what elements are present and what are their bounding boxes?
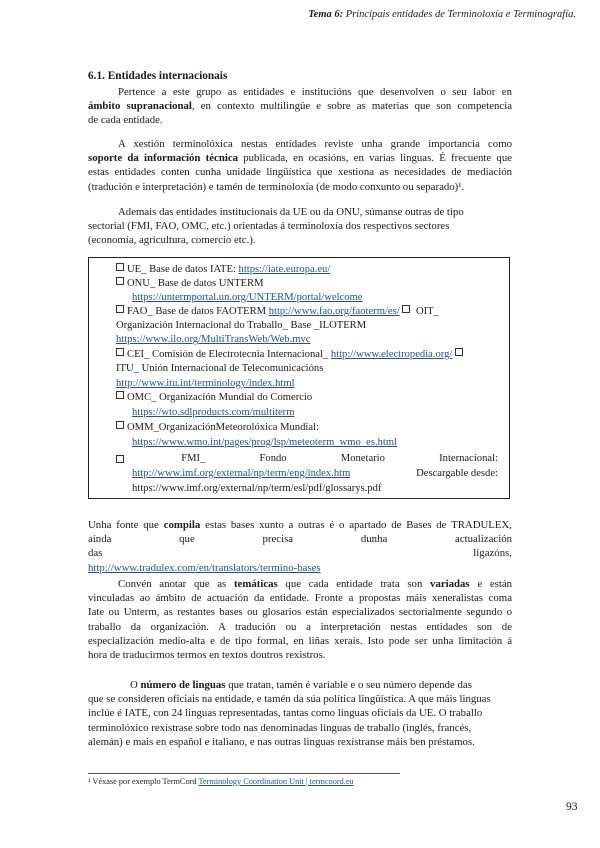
checkbox-icon	[402, 305, 410, 313]
paragraph-3	[88, 205, 512, 248]
wto-link[interactable]: https://wto.sdlproducts.com/multiterm	[132, 407, 295, 418]
box-line-iate	[116, 263, 496, 276]
page-number: 93	[566, 801, 578, 813]
box-line-iloterm-link	[116, 333, 496, 346]
itu-label: ITU_ Unión Internacional de Telecomunicacións	[116, 363, 324, 374]
checkbox-icon	[116, 277, 124, 285]
p5-text-b: que cada entidade trata son	[277, 578, 431, 590]
faoterm-link[interactable]: http://www.fao.org/faoterm/es/	[268, 306, 400, 317]
iate-label: UE_ Base de datos IATE:	[127, 264, 239, 275]
p2-line-4: (tradución e interpretación) e tamén de terminoloxía (de modo conxunto ou separado)¹.	[88, 180, 465, 193]
iloterm-link[interactable]: https://www.ilo.org/MultiTransWeb/Web.mvc	[116, 334, 311, 345]
checkbox-icon	[116, 421, 124, 429]
cei-label: CEI_ Comisión de Electrotecnia Internacional_	[127, 349, 331, 360]
running-header	[308, 9, 576, 20]
p1-line-1: Pertence a este grupo as entidades e institucións que desenvolven o seu labor en	[118, 86, 512, 98]
faoterm-label: FAO_ Base de datos FAOTERM	[127, 306, 269, 317]
box-line-itu	[116, 362, 496, 375]
p6-line-5: alemán) e mais en español e italiano, e nas outras linguas rexístranse máis ben préstamos.	[88, 735, 475, 748]
iloterm-label: Organización Internacional do Traballo_ Base _ILOTERM	[116, 320, 367, 331]
checkbox-icon	[116, 391, 124, 399]
p6-text-a: O	[130, 679, 141, 691]
box-line-unterm	[116, 277, 496, 290]
paragraph-1	[88, 85, 512, 128]
box-line-omm-link	[132, 436, 512, 449]
paragraph-6	[88, 678, 512, 749]
box-line-omm	[116, 421, 496, 434]
p2-bold-term: soporte da información técnica	[88, 152, 239, 165]
footnote-text: ¹ Véxase por exemplo TermCord	[88, 777, 199, 786]
p5-text-a: Convén anotar que as	[118, 578, 234, 590]
checkbox-icon	[116, 455, 124, 463]
p6-line-3: inclúe é IATE, con 24 linguas representadas, tantas como linguas oficiais da UE. O traballo	[88, 707, 483, 720]
footnote	[88, 777, 354, 786]
box-line-fmi-link	[132, 467, 498, 480]
termcoord-link[interactable]: Terminology Coordination Unit | termcoord.eu	[198, 777, 354, 786]
paragraph-5	[88, 577, 512, 662]
p4-line-1	[88, 518, 512, 532]
fmi-word-4: Internacional:	[439, 453, 498, 464]
p5-line-4: traballo da organización. A tradución ou a interpretación nestas entidades son de	[88, 620, 512, 633]
p2-line-3: estas entidades conten cunha unidade lingüística que xestiona as necesidades de mediación	[88, 166, 512, 179]
p6-line-1	[88, 678, 512, 692]
p5-line-3: Iate ou Unterm, as restantes bases ou glosarios están especializados sectorialmente segundo o	[88, 606, 512, 619]
box-line-itu-link	[116, 377, 496, 390]
p6-text-b: que tratan, tamén é variable e o seu número depende das	[225, 679, 472, 691]
unterm-link[interactable]: https://untermportal.un.org/UNTERM/portal/welcome	[132, 292, 363, 303]
p6-bold: número de linguas	[140, 679, 226, 691]
download-label: Descargable desde:	[416, 468, 498, 479]
imf-term-link[interactable]: http://www.imf.org/external/np/term/eng/index.htm	[132, 468, 351, 479]
p2-line-2	[88, 151, 512, 165]
paragraph-4	[88, 518, 512, 575]
wmo-link[interactable]: https://www.wmo.int/pages/prog/lsp/meteoterm_wmo_es.html	[132, 437, 398, 448]
checkbox-icon	[116, 348, 124, 356]
oit-label: OIT_	[413, 306, 439, 317]
p5-bold-1: temáticas	[233, 578, 278, 590]
box-line-iloterm	[116, 319, 496, 332]
p5-line-1	[88, 577, 512, 591]
p2-line-1: A xestión terminolóxica nestas entidades reviste unha grande importancia como	[118, 138, 512, 150]
p4-bold: compila	[163, 519, 201, 531]
checkbox-icon	[116, 263, 124, 271]
p2-line-2-rest: publicada, en ocasións, en varias linguas. É frecuente que	[238, 152, 513, 165]
box-line-faoterm	[116, 305, 496, 318]
tradulex-link[interactable]: http://www.tradulex.com/en/translators/termino-bases	[88, 561, 321, 574]
box-line-omc	[116, 391, 496, 404]
p5-line-2: vinculadas ao ámbito de actuación da entidade. Fronte a propostas máis xeneralistas coma	[88, 592, 512, 605]
footnote-divider	[88, 773, 400, 774]
fmi-word-2: Fondo	[259, 453, 287, 464]
paragraph-2	[88, 137, 512, 194]
omc-label: OMC_ Organización Mundial do Comercio	[127, 392, 313, 403]
box-line-unterm-link	[132, 291, 512, 304]
box-line-fmi	[116, 452, 498, 465]
fmi-word-1: FMI_	[181, 453, 206, 464]
p5-text-c: e están	[469, 578, 513, 590]
p3-line-1: Ademais das entidades institucionais da UE ou da ONU, súmanse outras de tipo	[118, 206, 464, 218]
box-line-fmi-pdf	[132, 482, 512, 495]
p3-line-3: (economía, agricultura, comercio etc.).	[88, 234, 256, 247]
p3-line-2: sectorial (FMI, FAO, OMC, etc.) orientadas á terminoloxía dos respectivos sectores	[88, 220, 450, 233]
header-tema-label: Tema 6:	[308, 9, 344, 20]
p4-line-2: aínda que precisa dunha actualización das ligazóns,	[88, 533, 512, 560]
checkbox-icon	[455, 348, 463, 356]
p1-line-2	[88, 99, 512, 113]
p5-line-6: hora de traducirmos termos en textos doutros rexistros.	[88, 649, 326, 662]
p4-text-b: estas bases xunto a outras é o apartado de Bases de TRADULEX,	[200, 519, 512, 531]
itu-link[interactable]: http://www.itu.int/terminology/index.html	[116, 378, 295, 389]
box-line-cei	[116, 348, 496, 361]
header-tema-title: Principais entidades de Terminoloxía e Terminografía.	[345, 9, 576, 20]
imf-pdf-url: https://www.imf.org/external/np/term/esl/pdf/glossarys.pdf	[132, 483, 382, 494]
section-title: 6.1. Entidades internacionais	[88, 70, 228, 82]
p5-bold-2: variadas	[430, 578, 470, 590]
p1-line-2-rest: , en contexto multilingüe e sobre as materias que son competencia	[191, 100, 512, 113]
checkbox-icon	[116, 305, 124, 313]
p5-line-5: especialización medio-alta e de tipo formal, en liñas xerais. Isto pode ser unha limitación á	[88, 634, 512, 647]
p1-line-3: de cada entidade.	[88, 114, 163, 127]
p6-line-2: que se consideren oficiais na entidade, e tamén da súa política lingüística. A que máis linguas	[88, 693, 491, 706]
p4-text-a: Unha fonte que	[88, 519, 164, 531]
box-line-omc-link	[132, 406, 512, 419]
iate-link[interactable]: https://iate.europa.eu/	[238, 264, 331, 275]
unterm-label: ONU_ Base de datos UNTERM	[127, 278, 264, 289]
fmi-word-3: Monetario	[340, 453, 385, 464]
p1-bold-term: ámbito supranacional	[88, 100, 192, 113]
omm-label: OMM_OrganizaciónMeteorolóxica Mundial:	[127, 422, 319, 433]
electropedia-link[interactable]: http://www.electropedia.org/	[330, 349, 453, 360]
p6-line-4: terminolóxico rexístrase sobre todo nas denominadas linguas de traballo (inglés, francés,	[88, 721, 472, 734]
